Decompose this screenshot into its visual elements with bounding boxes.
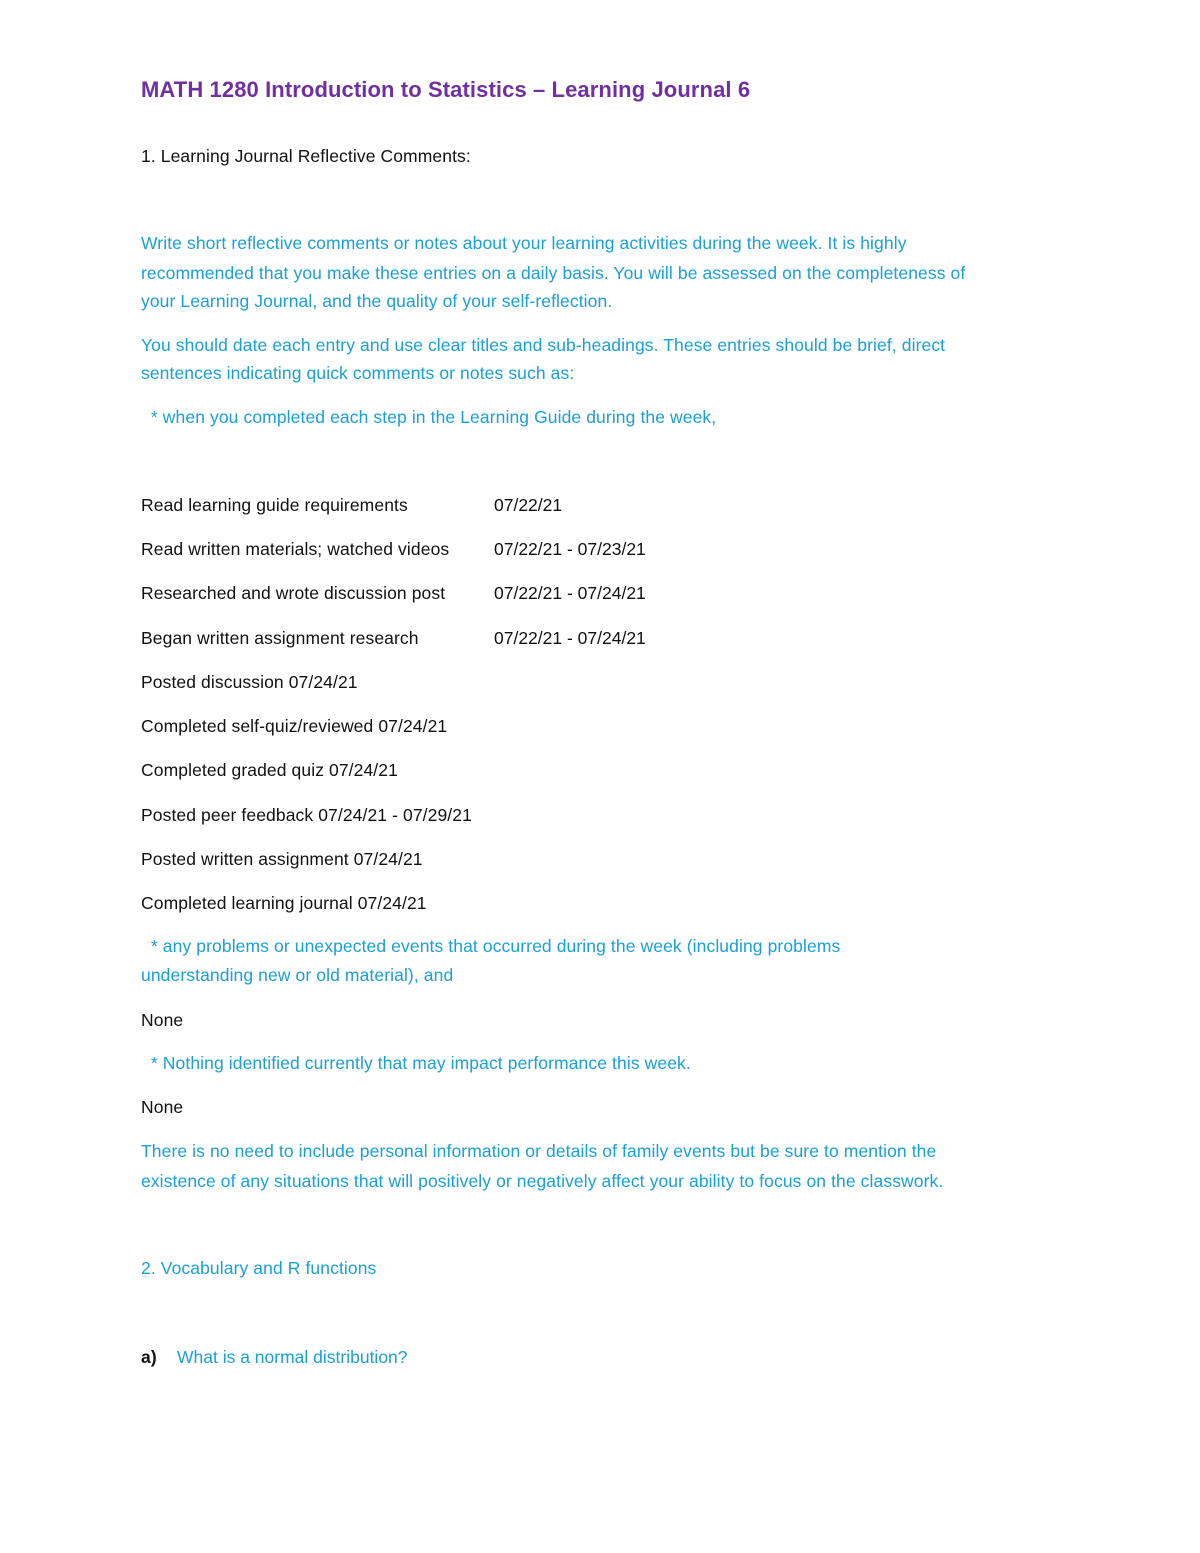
activity-date: 07/22/21 <box>494 495 563 515</box>
question-a-text: What is a normal distribution? <box>177 1347 408 1367</box>
bullet-problems-cont: understanding new or old material), and <box>141 965 454 985</box>
activity-date: 07/22/21 - 07/23/21 <box>494 539 646 559</box>
activity-entry: Completed self-quiz/reviewed 07/24/21 <box>141 716 448 736</box>
document-title: MATH 1280 Introduction to Statistics – Learning Journal 6 <box>141 77 751 102</box>
section-2-heading: 2. Vocabulary and R functions <box>141 1258 377 1278</box>
answer-problems: None <box>141 1010 184 1030</box>
activity-entry: Posted written assignment 07/24/21 <box>141 849 423 869</box>
instruction-line: recommended that you make these entries on a daily basis. You will be assessed on the completeness of <box>141 263 966 283</box>
bullet-impact: * Nothing identified currently that may impact performance this week. <box>141 1053 691 1073</box>
activity-entry: Completed graded quiz 07/24/21 <box>141 760 398 780</box>
activity-task: Researched and wrote discussion post <box>141 583 446 603</box>
activity-date: 07/22/21 - 07/24/21 <box>494 583 646 603</box>
instruction-line: sentences indicating quick comments or notes such as: <box>141 363 575 383</box>
activity-date: 07/22/21 - 07/24/21 <box>494 628 646 648</box>
answer-impact: None <box>141 1097 184 1117</box>
closing-note: There is no need to include personal information or details of family events but be sure to mention the <box>141 1141 937 1161</box>
closing-note: existence of any situations that will positively or negatively affect your ability to focus on the classwork. <box>141 1171 944 1191</box>
activity-task: Began written assignment research <box>141 628 419 648</box>
section-1-heading: 1. Learning Journal Reflective Comments: <box>141 146 471 166</box>
instruction-line: You should date each entry and use clear titles and sub-headings. These entries should be brief, direct <box>141 335 946 355</box>
instruction-line: Write short reflective comments or notes about your learning activities during the week. It is highly <box>141 233 907 253</box>
activity-entry: Posted peer feedback 07/24/21 - 07/29/21 <box>141 805 472 825</box>
activity-task: Read written materials; watched videos <box>141 539 450 559</box>
bullet-problems: * any problems or unexpected events that occurred during the week (including problems <box>141 936 841 956</box>
activity-entry: Completed learning journal 07/24/21 <box>141 893 427 913</box>
activity-task: Read learning guide requirements <box>141 495 408 515</box>
instruction-line: your Learning Journal, and the quality of your self-reflection. <box>141 291 613 311</box>
question-a-label: a) <box>141 1347 157 1367</box>
activity-entry: Posted discussion 07/24/21 <box>141 672 358 692</box>
bullet-steps: * when you completed each step in the Learning Guide during the week, <box>141 407 717 427</box>
